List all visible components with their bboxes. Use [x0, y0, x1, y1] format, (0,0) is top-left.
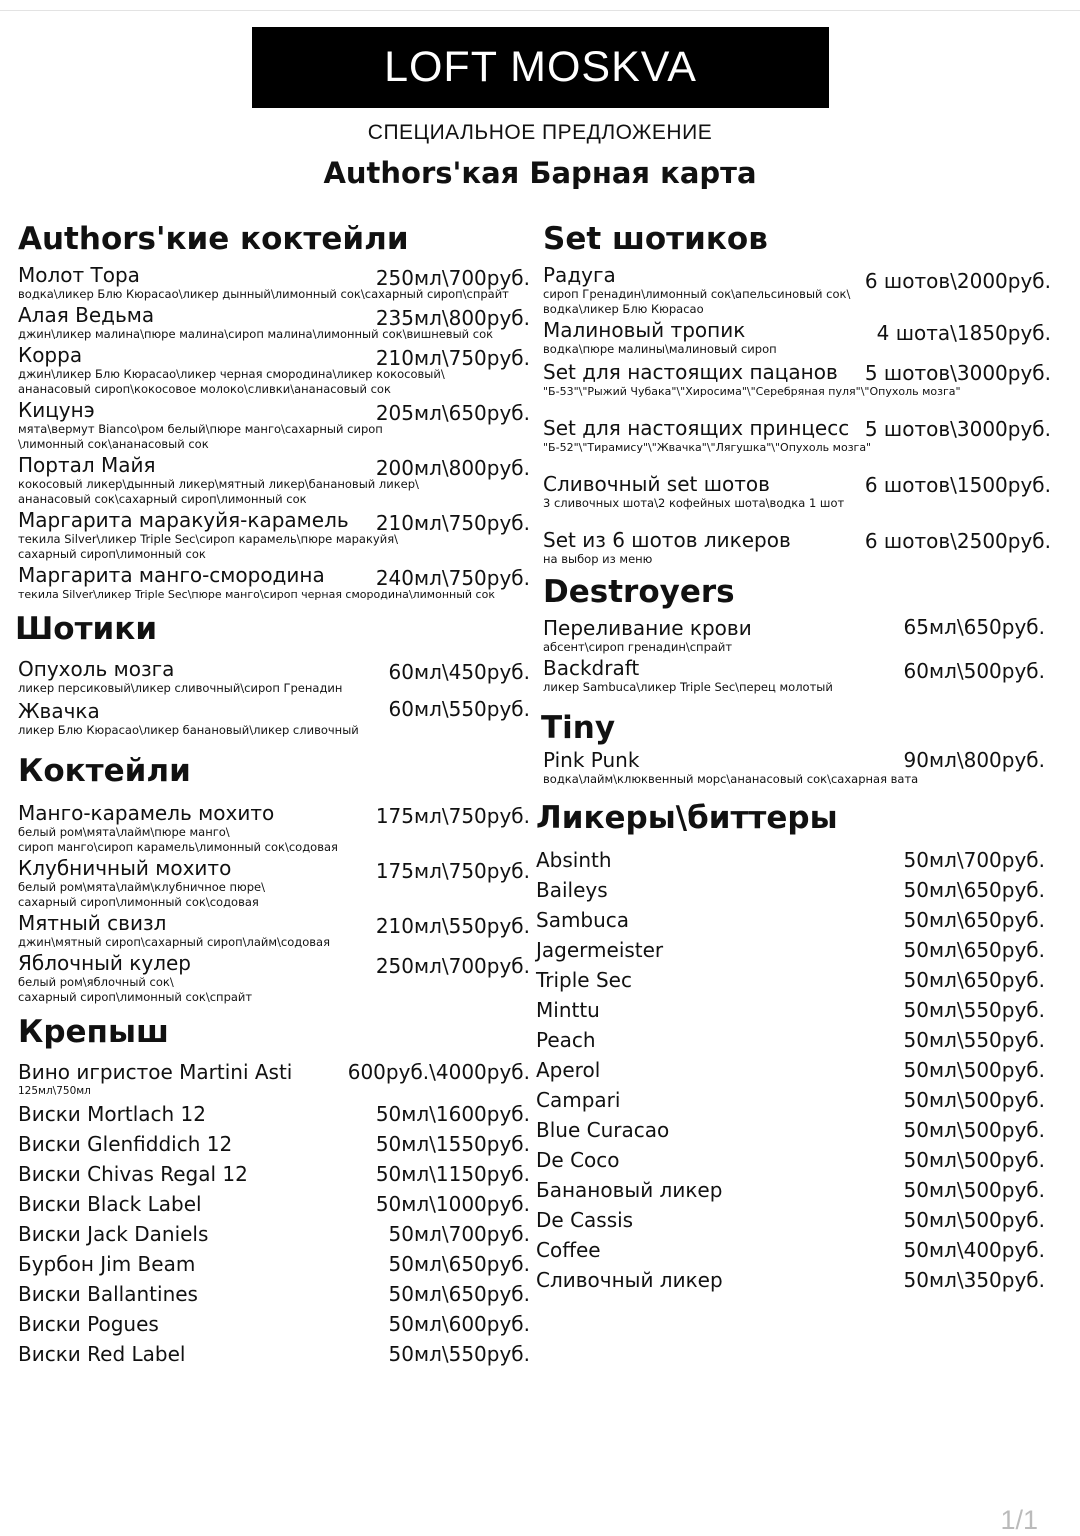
menu-item — [536, 935, 1045, 965]
item-price: 210мл\750руб. — [375, 511, 530, 535]
item-description: кокосовый ликер\дынный ликер\мятный ликер\банановый ликер\ ананасовый сок\сахарный сироп\лимонный сок — [18, 477, 419, 506]
menu-item — [536, 1025, 1045, 1055]
item-name: Яблочный кулер — [18, 951, 191, 975]
item-name: Виски Pogues — [18, 1312, 159, 1336]
item-price: 6 шотов\2000руб. — [864, 269, 1051, 293]
menu-item — [18, 304, 530, 342]
menu-item — [543, 749, 1045, 787]
item-price: 50мл\1600руб. — [375, 1102, 530, 1126]
item-price: 50мл\700руб. — [903, 848, 1045, 872]
item-description: водка\пюре малины\малиновый сироп — [543, 342, 777, 356]
item-price: 250мл\700руб. — [375, 954, 530, 978]
item-price: 235мл\800руб. — [375, 306, 530, 330]
item-price: 5 шотов\3000руб. — [864, 361, 1051, 385]
item-price: 50мл\500руб. — [903, 1088, 1045, 1112]
item-price: 50мл\500руб. — [903, 1118, 1045, 1142]
item-description: "Б-52"\"Тирамису"\"Жвачка"\"Лягушка"\"Опухоль мозга" — [543, 441, 872, 454]
item-description: ликер Блю Кюрасао\ликер банановый\ликер сливочный — [18, 723, 359, 737]
item-name: Minttu — [536, 998, 600, 1022]
item-price: 6 шотов\2500руб. — [864, 529, 1051, 553]
item-name: Переливание крови — [543, 616, 752, 640]
item-description: водка\ликер Блю Кюрасао\ликер дынный\лимонный сок\сахарный сироп\спрайт — [18, 287, 509, 301]
menu-item — [543, 319, 1051, 357]
item-name: Set из 6 шотов ликеров — [543, 528, 791, 552]
menu-item — [18, 1309, 530, 1339]
menu-item — [543, 264, 1051, 317]
item-price: 240мл\750руб. — [375, 566, 530, 590]
item-price: 50мл\650руб. — [903, 938, 1045, 962]
item-name: De Cassis — [536, 1208, 634, 1232]
item-price: 90мл\800руб. — [903, 748, 1045, 772]
item-name: Банановый ликер — [536, 1178, 723, 1202]
item-price: 50мл\550руб. — [388, 1342, 530, 1366]
item-name: Сливочный ликер — [536, 1268, 723, 1292]
item-name: Опухоль мозга — [18, 657, 175, 681]
tiny-list — [543, 749, 1051, 787]
item-description: сироп Гренадин\лимонный сок\апельсиновый сок\ водка\ликер Блю Кюрасао — [543, 287, 851, 316]
item-price: 60мл\450руб. — [388, 660, 530, 684]
strong-list — [18, 1061, 530, 1369]
item-name: Виски Red Label — [18, 1342, 186, 1366]
item-price: 210мл\750руб. — [375, 346, 530, 370]
item-price: 210мл\550руб. — [375, 914, 530, 938]
item-price: 60мл\500руб. — [903, 659, 1045, 683]
top-divider — [0, 10, 1080, 11]
menu-item — [536, 875, 1045, 905]
menu-item — [18, 1159, 530, 1189]
liqueurs-list — [536, 845, 1051, 1295]
item-price: 50мл\500руб. — [903, 1058, 1045, 1082]
menu-item — [536, 995, 1045, 1025]
item-description: водка\лайм\клюквенный морс\ананасовый сок\сахарная вата — [543, 772, 919, 786]
page-indicator: 1/1 — [1000, 1505, 1038, 1535]
item-name: Кицунэ — [18, 398, 95, 422]
item-name: Мятный свизл — [18, 911, 167, 935]
menu-item — [18, 564, 530, 602]
menu-item — [18, 344, 530, 397]
menu-item — [536, 1145, 1045, 1175]
section-title-tiny: Tiny — [541, 710, 616, 746]
item-price: 50мл\350руб. — [903, 1268, 1045, 1292]
item-name: Виски Chivas Regal 12 — [18, 1162, 248, 1186]
menu-item — [18, 658, 530, 696]
item-price: 50мл\500руб. — [903, 1178, 1045, 1202]
item-description: белый ром\мята\лайм\пюре манго\ сироп манго\сироп карамель\лимонный сок\содовая — [18, 825, 338, 854]
item-name: Jagermeister — [536, 938, 664, 962]
item-name: Absinth — [536, 848, 612, 872]
item-price: 50мл\400руб. — [903, 1238, 1045, 1262]
section-title-liqueurs: Ликеры\биттеры — [536, 800, 838, 836]
item-price: 200мл\800руб. — [375, 456, 530, 480]
item-price: 50мл\550руб. — [903, 1028, 1045, 1052]
item-description: джин\ликер Блю Кюрасао\ликер черная смородина\ликер кокосовый\ ананасовый сироп\кокосовое молоко\сливки\ананасовый сок — [18, 367, 445, 396]
menu-item — [18, 952, 530, 1005]
menu-item — [543, 657, 1045, 695]
item-name: Портал Майя — [18, 453, 156, 477]
menu-item — [536, 845, 1045, 875]
item-description: мята\вермут Bianco\ром белый\пюре манго\сахарный сироп \лимонный сок\ананасовый сок — [18, 422, 383, 451]
menu-item — [18, 1249, 530, 1279]
section-title-strong: Крепыш — [18, 1014, 169, 1050]
item-name: Виски Ballantines — [18, 1282, 198, 1306]
item-name: Радуга — [543, 263, 616, 287]
item-name: De Coco — [536, 1148, 620, 1172]
item-description: текила Silver\ликер Triple Sec\сироп карамель\пюре маракуйя\ сахарный сироп\лимонный сок — [18, 532, 398, 561]
item-name: Виски Black Label — [18, 1192, 202, 1216]
menu-item — [543, 417, 1051, 455]
item-name: Малиновый тропик — [543, 318, 746, 342]
section-title-destroyers: Destroyers — [543, 574, 735, 610]
item-description: белый ром\мята\лайм\клубничное пюре\ сахарный сироп\лимонный сок\содовая — [18, 880, 265, 909]
item-name: Peach — [536, 1028, 596, 1052]
item-name: Campari — [536, 1088, 621, 1112]
section-title-cocktails: Коктейли — [18, 753, 191, 789]
section-title-shots: Шотики — [15, 611, 158, 647]
item-name: Coffee — [536, 1238, 601, 1262]
right-column — [536, 220, 1051, 1295]
menu-item — [18, 1061, 530, 1099]
item-name: Корра — [18, 343, 83, 367]
item-description: ликер Sambuca\ликер Triple Sec\перец молотый — [543, 680, 833, 694]
item-price: 205мл\650руб. — [375, 401, 530, 425]
item-price: 50мл\1150руб. — [375, 1162, 530, 1186]
menu-item — [18, 1189, 530, 1219]
item-price: 50мл\600руб. — [388, 1312, 530, 1336]
menu-item — [18, 802, 530, 855]
item-price: 50мл\550руб. — [903, 998, 1045, 1022]
item-price: 5 шотов\3000руб. — [864, 417, 1051, 441]
menu-item — [536, 1175, 1045, 1205]
sets-list — [543, 264, 1051, 567]
item-name: Sambuca — [536, 908, 630, 932]
item-price: 60мл\550руб. — [388, 697, 530, 721]
item-name: Маргарита манго-смородина — [18, 563, 325, 587]
item-name: Молот Тора — [18, 263, 140, 287]
menu-item — [543, 529, 1051, 567]
item-description: белый ром\яблочный сок\ сахарный сироп\лимонный сок\спрайт — [18, 975, 253, 1004]
cocktails-list — [18, 802, 530, 1005]
authors-list — [18, 264, 530, 602]
item-name: Aperol — [536, 1058, 601, 1082]
left-column — [15, 220, 530, 1369]
menu-item — [536, 905, 1045, 935]
item-name: Виски Jack Daniels — [18, 1222, 209, 1246]
item-price: 65мл\650руб. — [903, 615, 1045, 639]
item-name: Сливочный set шотов — [543, 472, 770, 496]
item-name: Backdraft — [543, 656, 640, 680]
section-title-authors: Authors'кие коктейли — [18, 221, 409, 257]
brand-banner — [252, 27, 829, 108]
item-name: Клубничный мохито — [18, 856, 232, 880]
item-price: 50мл\650руб. — [388, 1252, 530, 1276]
item-name: Бурбон Jim Beam — [18, 1252, 196, 1276]
item-name: Виски Mortlach 12 — [18, 1102, 206, 1126]
item-description: 3 сливочных шота\2 кофейных шота\водка 1 шот — [543, 496, 845, 510]
menu-item — [18, 1129, 530, 1159]
menu-item — [18, 264, 530, 302]
item-name: Жвачка — [18, 699, 100, 723]
item-description: "Б-53"\"Рыжий Чубака"\"Хиросима"\"Серебряная пуля"\"Опухоль мозга" — [543, 385, 961, 398]
item-price: 50мл\500руб. — [903, 1148, 1045, 1172]
menu-item — [18, 509, 530, 562]
menu-item — [536, 1265, 1045, 1295]
item-price: 50мл\1000руб. — [375, 1192, 530, 1216]
item-price: 50мл\1550руб. — [375, 1132, 530, 1156]
menu-item — [536, 965, 1045, 995]
menu-item — [543, 361, 1051, 399]
item-name: Blue Curacao — [536, 1118, 670, 1142]
item-price: 4 шота\1850руб. — [876, 321, 1051, 345]
item-name: Вино игристое Martini Asti — [18, 1060, 293, 1084]
item-price: 50мл\650руб. — [903, 908, 1045, 932]
item-description: 125мл\750мл — [18, 1085, 91, 1097]
item-name: Baileys — [536, 878, 608, 902]
menu-item — [18, 857, 530, 910]
menu-item — [18, 697, 530, 738]
item-description: ликер персиковый\ликер сливочный\сироп Гренадин — [18, 681, 343, 695]
item-price: 6 шотов\1500руб. — [864, 473, 1051, 497]
item-name: Set для настоящих пацанов — [543, 360, 838, 384]
item-description: джин\ликер малина\пюре малина\сироп малина\лимонный сок\вишневый сок — [18, 327, 494, 341]
destroyers-list — [543, 617, 1051, 695]
item-name: Маргарита маракуйя-карамель — [18, 508, 349, 532]
item-name: Set для настоящих принцесс — [543, 416, 850, 440]
item-name: Triple Sec — [536, 968, 632, 992]
item-name: Виски Glenfiddich 12 — [18, 1132, 233, 1156]
menu-item — [536, 1205, 1045, 1235]
menu-item — [536, 1085, 1045, 1115]
item-name: Манго-карамель мохито — [18, 801, 275, 825]
menu-item — [18, 912, 530, 950]
item-price: 175мл\750руб. — [375, 804, 530, 828]
item-price: 50мл\650руб. — [903, 968, 1045, 992]
shots-list — [18, 658, 530, 738]
section-title-sets: Set шотиков — [543, 221, 768, 257]
menu-subtitle: Authors'кая Барная карта — [323, 156, 757, 190]
item-price: 50мл\500руб. — [903, 1208, 1045, 1232]
item-price: 50мл\700руб. — [388, 1222, 530, 1246]
menu-item — [543, 617, 1045, 655]
menu-item — [536, 1235, 1045, 1265]
menu-item — [18, 454, 530, 507]
item-name: Алая Ведьма — [18, 303, 155, 327]
item-price: 600руб.\4000руб. — [347, 1060, 530, 1084]
brand-title: LOFT MOSKVA — [384, 43, 697, 91]
item-description: джин\мятный сироп\сахарный сироп\лайм\содовая — [18, 935, 331, 949]
menu-item — [18, 399, 530, 452]
menu-item — [543, 473, 1051, 511]
menu-item — [18, 1339, 530, 1369]
item-description: абсент\сироп гренадин\спрайт — [543, 640, 733, 654]
menu-item — [536, 1115, 1045, 1145]
item-price: 50мл\650руб. — [903, 878, 1045, 902]
menu-item — [18, 1219, 530, 1249]
item-price: 175мл\750руб. — [375, 859, 530, 883]
menu-item — [18, 1279, 530, 1309]
menu-item — [18, 1099, 530, 1129]
menu-item — [536, 1055, 1045, 1085]
item-price: 50мл\650руб. — [388, 1282, 530, 1306]
item-name: Pink Punk — [543, 748, 640, 772]
item-description: на выбор из меню — [543, 552, 653, 566]
special-offer-label: СПЕЦИАЛЬНОЕ ПРЕДЛОЖЕНИЕ — [367, 121, 713, 144]
item-price: 250мл\700руб. — [375, 266, 530, 290]
item-description: текила Silver\ликер Triple Sec\пюре манго\сироп черная смородина\лимонный сок — [18, 588, 495, 601]
